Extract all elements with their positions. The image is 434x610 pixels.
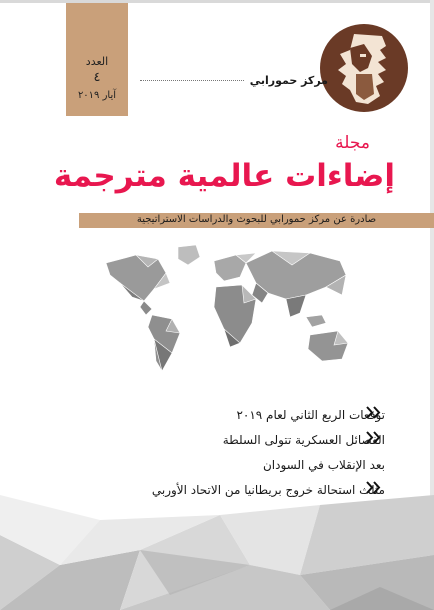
topic-text: مثلث استحالة خروج بريطانيا من الاتحاد الأوربي (151, 483, 385, 497)
assyrian-head-icon (320, 24, 408, 112)
topic-item (170, 454, 385, 479)
publisher-text: صادرة عن مركز حمورابي للبحوث والدراسات الاستراتيجية (136, 214, 377, 225)
issue-number: ٤ (93, 70, 101, 85)
topics-list (151, 404, 385, 504)
topic-text: توقعات الربع الثاني لعام ٢٠١٩ (236, 408, 385, 422)
issue-date: آيار ٢٠١٩ (77, 90, 117, 101)
magazine-label: مجلة (335, 133, 370, 153)
bottom-decoration (0, 495, 434, 610)
magazine-title: إضاءات عالمية مترجمة (53, 158, 395, 194)
topic-text: بعد الإنقلاب في السودان (262, 458, 385, 472)
double-chevron-icon (366, 406, 382, 419)
issue-label: العدد (85, 55, 109, 68)
double-chevron-icon (366, 431, 382, 444)
double-chevron-icon (366, 481, 382, 494)
world-map-icon (96, 243, 360, 380)
topic-item (170, 404, 385, 429)
logo-subtext (140, 77, 244, 81)
topic-text: الفصائل العسكرية تتولى السلطة (222, 433, 385, 447)
topic-item (170, 429, 385, 454)
logo-name: مركز حمورابي (249, 74, 328, 87)
